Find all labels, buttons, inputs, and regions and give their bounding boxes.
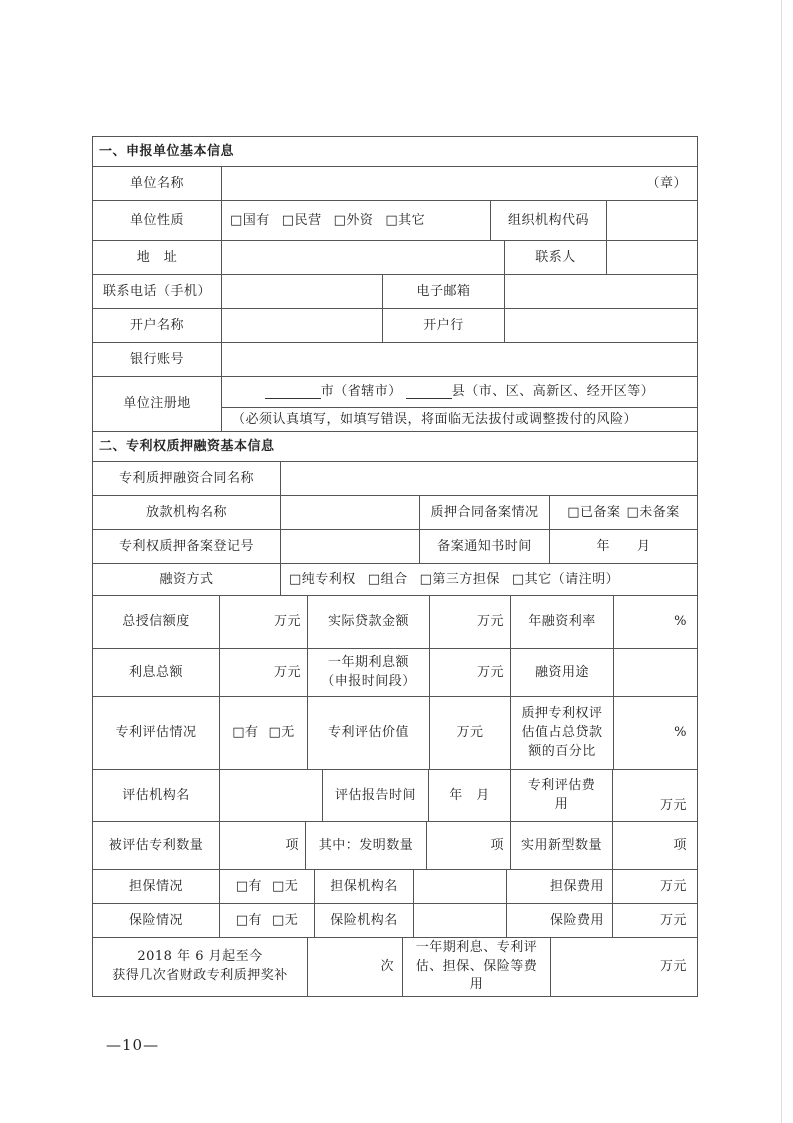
ratio-field[interactable] [613, 697, 698, 770]
guarantee-fee-unit: 万元 [659, 878, 687, 894]
one-year-interest-label [307, 649, 429, 697]
costs-field[interactable] [550, 938, 698, 996]
loan-use-field[interactable] [613, 649, 698, 697]
section2-title: 二、专利权质押融资基本信息 [99, 438, 275, 454]
actual-loan-unit: 万元 [476, 614, 504, 630]
one-year-interest-field[interactable] [429, 649, 510, 697]
guarantee-org-field[interactable] [413, 870, 506, 904]
nature-option-private[interactable]: □民营 [281, 212, 322, 228]
patent-count-row [92, 821, 698, 870]
finance-option-pure-patent[interactable]: □纯专利权 [289, 571, 356, 587]
total-credit-unit: 万元 [273, 614, 301, 630]
account-no-label: 银行账号 [92, 343, 221, 377]
phone-label: 联系电话（手机） [92, 275, 221, 309]
evaluated-count-unit: 项 [285, 837, 299, 853]
phone-email-row [92, 274, 698, 309]
one-year-interest-unit: 万元 [476, 664, 504, 680]
interest-row [92, 648, 698, 697]
guarantee-label: 担保情况 [92, 870, 219, 904]
section1-title: 一、申报单位基本信息 [99, 143, 235, 159]
guarantee-fee-label: 担保费用 [506, 870, 612, 904]
reg-place-label: 单位注册地 [92, 377, 221, 432]
phone-field[interactable] [221, 275, 382, 309]
org-code-label: 组织机构代码 [490, 201, 606, 241]
annual-rate-label: 年融资利率 [510, 596, 613, 649]
account-no-field[interactable] [221, 343, 698, 377]
lender-field[interactable] [280, 496, 419, 530]
loan-use-label: 融资用途 [510, 649, 613, 697]
contract-name-label: 专利质押融资合同名称 [92, 462, 280, 496]
eval-fee-label: 专利评估费用 [510, 770, 612, 822]
contract-name-field[interactable] [280, 462, 698, 496]
finance-mode-options[interactable] [280, 564, 698, 596]
subsidy-times-field[interactable] [307, 938, 402, 996]
total-credit-label: 总授信额度 [92, 596, 219, 649]
email-label: 电子邮箱 [382, 275, 504, 309]
eval-no-option[interactable]: □无 [268, 725, 295, 741]
subsidy-label-line2: 获得几次省财政专利质押奖补 [112, 968, 288, 983]
subsidy-label-line1: 2018 年 6 月起至今 [137, 949, 263, 965]
finance-mode-row [92, 563, 698, 596]
actual-loan-field[interactable] [429, 596, 510, 649]
section1-header-row [92, 136, 698, 167]
unit-nature-label: 单位性质 [92, 201, 221, 241]
insurance-yes-option[interactable]: □有 [235, 912, 262, 928]
evaluated-count-field[interactable] [219, 822, 305, 870]
guarantee-fee-field[interactable] [612, 870, 698, 904]
guarantee-org-label: 担保机构名 [314, 870, 413, 904]
contact-label: 联系人 [504, 241, 606, 275]
one-year-interest-title: 一年期利息额 [327, 655, 409, 671]
insurance-row [92, 903, 698, 938]
invention-count-unit: 项 [490, 837, 504, 853]
registration-place-row [92, 376, 698, 432]
total-interest-field[interactable] [219, 649, 307, 697]
unit-name-field[interactable] [221, 167, 698, 201]
eval-status-options[interactable] [219, 697, 307, 770]
bank-field[interactable] [504, 309, 698, 343]
total-interest-unit: 万元 [273, 664, 301, 680]
guarantee-no-option[interactable]: □无 [272, 878, 299, 894]
costs-unit: 万元 [659, 958, 687, 974]
report-year-month: 年 月 [449, 787, 490, 803]
report-time-field[interactable] [428, 770, 510, 822]
evaluation-row [92, 696, 698, 770]
nature-option-other[interactable]: □其它 [385, 212, 426, 228]
page-edge-line [781, 0, 782, 1123]
evaluated-count-label: 被评估专利数量 [92, 822, 219, 870]
reg-number-row [92, 529, 698, 564]
eval-org-field[interactable] [219, 770, 322, 822]
page-number: —10— [106, 1036, 160, 1054]
account-name-label: 开户名称 [92, 309, 221, 343]
notice-time-label: 备案通知书时间 [419, 530, 549, 564]
subsidy-times-unit: 次 [380, 958, 394, 974]
filing-status-label: 质押合同备案情况 [419, 496, 549, 530]
bank-label: 开户行 [382, 309, 504, 343]
insurance-options[interactable] [219, 904, 314, 938]
insurance-fee-label: 保险费用 [506, 904, 612, 938]
insurance-label: 保险情况 [92, 904, 219, 938]
costs-label: 一年期利息、专利评估、担保、保险等费用 [402, 938, 550, 996]
application-form-table [92, 136, 698, 995]
one-year-interest-note: （申报时间段） [321, 674, 416, 689]
eval-org-row [92, 769, 698, 822]
address-label: 地 址 [92, 241, 221, 275]
lender-row [92, 495, 698, 530]
eval-yes-option[interactable]: □有 [232, 725, 259, 741]
address-row [92, 240, 698, 275]
reg-no-label: 专利权质押备案登记号 [92, 530, 280, 564]
eval-fee-unit: 万元 [659, 798, 687, 814]
nature-option-foreign[interactable]: □外资 [333, 212, 374, 228]
annual-rate-unit: % [674, 614, 687, 630]
utility-count-unit: 项 [673, 837, 687, 853]
subsidy-row [92, 937, 698, 997]
guarantee-row [92, 869, 698, 904]
section2-header-row [92, 431, 698, 462]
insurance-fee-unit: 万元 [659, 912, 687, 928]
total-credit-field[interactable] [219, 596, 307, 649]
filing-option-unfiled[interactable]: □未备案 [626, 504, 680, 520]
email-field[interactable] [504, 275, 698, 309]
reg-county-blank[interactable] [406, 386, 452, 399]
annual-rate-field[interactable] [613, 596, 698, 649]
ratio-label: 质押专利权评估值占总贷款额的百分比 [510, 697, 613, 770]
unit-name-row [92, 166, 698, 201]
contract-name-row [92, 461, 698, 496]
reg-place-field[interactable] [222, 377, 697, 407]
invention-count-label: 其中：发明数量 [305, 822, 426, 870]
org-code-field[interactable] [606, 201, 698, 241]
eval-org-label: 评估机构名 [92, 770, 219, 822]
notice-time-field[interactable] [549, 530, 698, 564]
seal-label: （章） [646, 175, 687, 191]
account-name-field[interactable] [221, 309, 382, 343]
reg-county-suffix: 县（市、区、高新区、经开区等） [451, 383, 655, 399]
total-interest-label: 利息总额 [92, 649, 219, 697]
insurance-fee-field[interactable] [612, 904, 698, 938]
subsidy-label [92, 938, 307, 996]
account-bank-row [92, 308, 698, 343]
filing-status-options[interactable] [549, 496, 698, 530]
finance-option-third-party[interactable]: □第三方担保 [419, 571, 500, 587]
finance-mode-label: 融资方式 [92, 564, 280, 596]
finance-option-combined[interactable]: □组合 [367, 571, 408, 587]
reg-city-blank[interactable] [265, 386, 321, 399]
notice-year-month: 年 月 [596, 538, 651, 554]
eval-value-field[interactable] [429, 697, 510, 770]
lender-label: 放款机构名称 [92, 496, 280, 530]
ratio-unit: % [674, 725, 687, 741]
eval-status-label: 专利评估情况 [92, 697, 219, 770]
finance-option-other[interactable]: □其它（请注明） [511, 571, 620, 587]
unit-nature-row [92, 200, 698, 241]
filing-option-filed[interactable]: □已备案 [567, 504, 621, 520]
reg-no-field[interactable] [280, 530, 419, 564]
account-number-row [92, 342, 698, 377]
reg-city-suffix: 市（省辖市） [320, 383, 402, 399]
address-field[interactable] [221, 241, 504, 275]
guarantee-yes-option[interactable]: □有 [235, 878, 262, 894]
nature-option-state[interactable]: □国有 [230, 212, 270, 228]
reg-note: （必须认真填写，如填写错误，将面临无法拔付或调整拨付的风险） [222, 407, 697, 432]
guarantee-options[interactable] [219, 870, 314, 904]
eval-fee-field[interactable] [612, 770, 698, 822]
unit-nature-options[interactable] [221, 201, 490, 241]
utility-count-label: 实用新型数量 [510, 822, 612, 870]
credit-row [92, 595, 698, 649]
eval-value-unit: 万元 [456, 725, 484, 741]
utility-count-field[interactable] [612, 822, 698, 870]
insurance-org-field[interactable] [413, 904, 506, 938]
contact-field[interactable] [606, 241, 698, 275]
insurance-no-option[interactable]: □无 [272, 912, 299, 928]
unit-name-label: 单位名称 [92, 167, 221, 201]
invention-count-field[interactable] [426, 822, 510, 870]
eval-value-label: 专利评估价值 [307, 697, 429, 770]
insurance-org-label: 保险机构名 [314, 904, 413, 938]
report-time-label: 评估报告时间 [322, 770, 428, 822]
actual-loan-label: 实际贷款金额 [307, 596, 429, 649]
